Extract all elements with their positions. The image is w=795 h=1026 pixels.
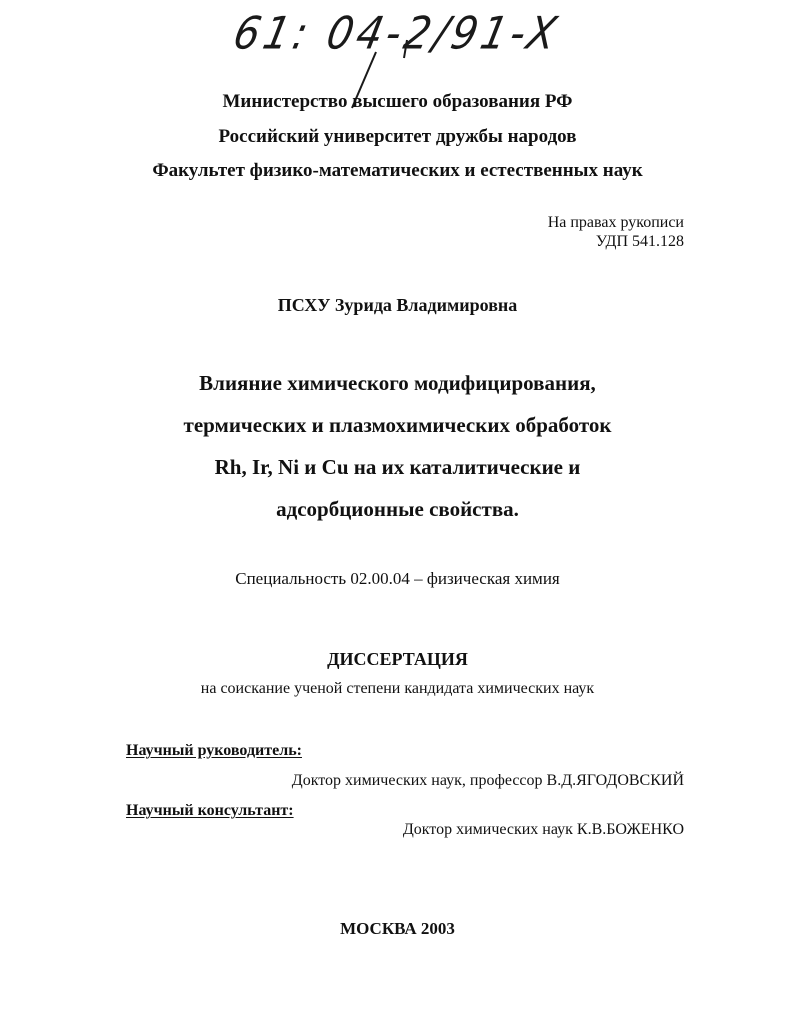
handwritten-catalog-code: 61: 04-2/91-X	[229, 8, 565, 60]
author-name: ПСХУ Зурида Владимировна	[277, 295, 518, 315]
supervisor-name: Доктор химических наук, профессор В.Д.ЯГОДОВСКИЙ	[291, 772, 684, 789]
dissertation-subheading: на соискание ученой степени кандидата химических наук	[200, 680, 595, 697]
title-line: Rh, Ir, Ni и Cu на их каталитические и	[214, 455, 581, 479]
faculty-line: Факультет физико-математических и естественных наук	[152, 160, 643, 181]
title-line: Влияние химического модифицирования,	[199, 371, 596, 395]
consultant-name: Доктор химических наук К.В.БОЖЕНКО	[402, 821, 684, 838]
university-line: Российский университет дружбы народов	[218, 126, 577, 147]
specialty-line: Специальность 02.00.04 – физическая химия	[235, 569, 560, 588]
udc-code: УДП 541.128	[595, 233, 684, 250]
city-year: МОСКВА 2003	[340, 919, 455, 938]
rights-note: На правах рукописи	[547, 214, 684, 231]
supervisor-label: Научный руководитель:	[126, 742, 302, 759]
title-line: термических и плазмохимических обработок	[183, 413, 612, 437]
dissertation-heading: ДИССЕРТАЦИЯ	[327, 649, 468, 669]
title-line: адсорбционные свойства.	[276, 497, 519, 521]
consultant-label: Научный консультант:	[126, 802, 294, 819]
ministry-line: Министерство высшего образования РФ	[222, 91, 573, 112]
